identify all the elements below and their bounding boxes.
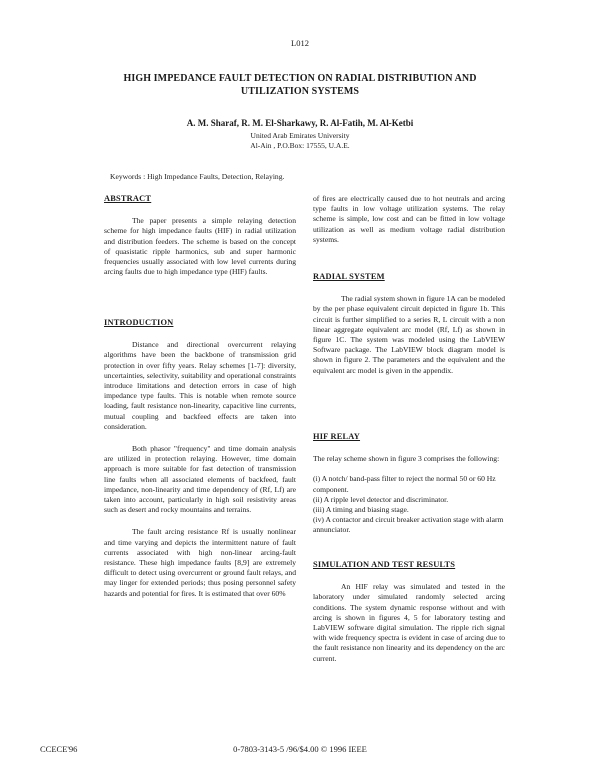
hif-item: (i) A notch/ band-pass filter to reject the normal 50 or 60 Hz component.	[313, 474, 496, 494]
right-continuation	[313, 194, 505, 245]
affiliation-line-1: United Arab Emirates University	[250, 131, 350, 140]
introduction-heading: INTRODUCTION	[104, 318, 174, 327]
abstract-section	[104, 194, 296, 277]
hif-item: (iv) A contactor and circuit breaker activation stage with alarm annunciator.	[313, 515, 504, 535]
introduction-paragraph-1: Distance and directional overcurrent relaying algorithms have been the backbone of transmission grid protection in over fifty years. Relay schemes [1-7]: diversity, uncertainties, selectivity, suitability and operational constraints introduce limitations and detection errors in case of high impedance type faults. This is notable when remote source loading, fault resistance non-linearity, capacitive line currents, mutual coupling and backfeed effects are taken into consideration.	[104, 340, 296, 431]
page-code: L012	[291, 38, 309, 48]
simulation-heading: SIMULATION AND TEST RESULTS	[313, 560, 456, 569]
simulation-section	[313, 560, 505, 664]
hif-item: (ii) A ripple level detector and discriminator.	[313, 494, 449, 504]
right-top-text: of fires are electrically caused due to hot neutrals and arcing type faults in low voltage utilization systems. The relay scheme is simple, low cost and can be fitted in low voltage utilization as well as medium voltage radial distribution systems.	[313, 194, 505, 244]
hif-item: (iii) A timing and biasing stage.	[313, 505, 409, 515]
radial-text: The radial system shown in figure 1A can be modeled by the per phase equivalent circuit depicted in figure 1b. This circuit is further simplified to a series R, L circuit with a non linear aggregate equivalent arc model (Rf, Lf) as shown in figure 1C. The system was modeled using the LabVIEW Software package. The LabVIEW block diagram model is shown in figure 2. The parameters and the equivalent and the equivalent arc model is given in the appendix.	[313, 294, 505, 375]
keywords-text: High Impedance Faults, Detection, Relaying.	[147, 172, 285, 181]
radial-heading: RADIAL SYSTEM	[313, 272, 385, 281]
affiliation-line-2: Al-Ain , P.O.Box: 17555, U.A.E.	[250, 141, 350, 150]
introduction-section	[104, 318, 296, 599]
keywords-label: Keywords :	[110, 172, 146, 181]
introduction-paragraph-2: Both phasor "frequency" and time domain analysis are utilized in protection relaying. However, time domain approach is more suitable for fast detection of transmission line faults when all associated elements of backfeed, fault impedance, non-linearity and time dependency of (Rf, Lf) are taken into account, particularly in high soil resistivity areas such as desert and rocky mountains and terrains.	[104, 444, 296, 515]
abstract-text: The paper presents a simple relaying detection scheme for high impedance faults (HIF) in radial utilization and distribution feeders. The scheme is based on the concept of quasistatic ripple harmonics, sub and super harmonic frequencies usually associated with low level currents during arcing faults due to high impedance type (HIF) faults.	[104, 216, 296, 277]
simulation-text: An HIF relay was simulated and tested in the laboratory under simulated randomly selected arcing conditions. The system dynamic response without and with arcing is shown in figures 4, 5 for laboratory testing and LabVIEW software digital simulation. The ripple rich signal with wide frequency spectra is evident in case of arcing due to the fault resistance non linearity and its dependency on the arc current.	[313, 582, 505, 663]
title-line-1: HIGH IMPEDANCE FAULT DETECTION ON RADIAL DISTRIBUTION AND	[123, 73, 477, 84]
radial-system-section	[313, 272, 505, 376]
hif-relay-section	[313, 432, 505, 536]
hif-intro: The relay scheme shown in figure 3 comprises the following:	[313, 454, 500, 464]
paper-title	[60, 72, 540, 98]
hif-heading: HIF RELAY	[313, 432, 361, 441]
title-line-2: UTILIZATION SYSTEMS	[240, 86, 360, 97]
abstract-heading: ABSTRACT	[104, 194, 152, 203]
introduction-paragraph-3: The fault arcing resistance Rf is usually nonlinear and time varying and depicts the intermittent nature of fault currents associated with high non-linear arcing-fault resistance. These high impedance faults [8,9] are extremely difficult to detect using overcurrent or ground fault relays, and may linger for extended periods; thus posing personnel safety hazards and potential for fires. It is estimated that over 60%	[104, 527, 296, 598]
footer-conference: CCECE'96	[40, 744, 78, 754]
footer-copyright: 0-7803-3143-5 /96/$4.00 © 1996 IEEE	[233, 744, 367, 754]
keywords	[110, 172, 284, 181]
authors: A. M. Sharaf, R. M. El-Sharkawy, R. Al-Fatih, M. Al-Ketbi	[186, 118, 414, 128]
affiliation	[60, 131, 540, 151]
